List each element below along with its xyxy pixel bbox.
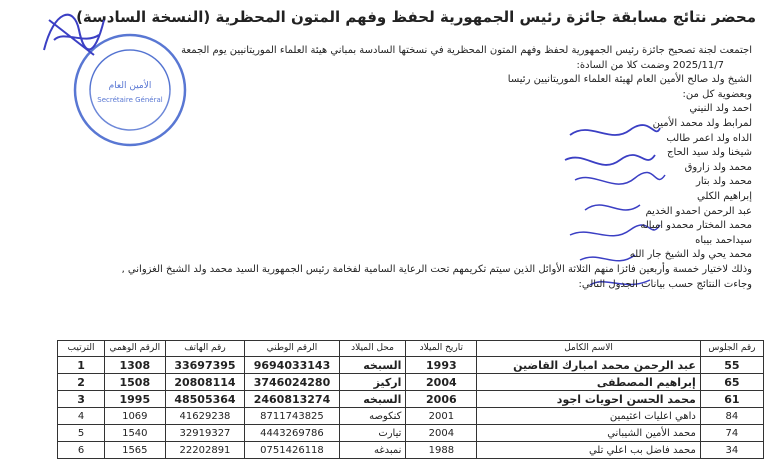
table-row	[58, 442, 764, 459]
seat-cell: 74	[700, 425, 763, 442]
name-cell: محمد الحسن احويات اجود	[477, 391, 701, 408]
rank-cell: 2	[58, 374, 105, 391]
seat-cell: 61	[700, 391, 763, 408]
birth-place-cell: كنكوصه	[339, 408, 406, 425]
header-name: الاسم الكامل	[477, 341, 701, 357]
code-cell: 1508	[105, 374, 166, 391]
header-rank: الترتيب	[58, 341, 105, 357]
name-cell: عبد الرحمن محمد امبارك القاضين	[477, 357, 701, 374]
table-row	[58, 374, 764, 391]
phone-cell: 41629238	[165, 408, 245, 425]
minutes-body	[112, 44, 752, 292]
seat-cell: 34	[700, 442, 763, 459]
rank-cell: 6	[58, 442, 105, 459]
phone-cell: 33697395	[165, 357, 245, 374]
header-phone: رقم الهاتف	[165, 341, 245, 357]
header-seat: رقم الجلوس	[700, 341, 763, 357]
name-cell: إبراهيم المصطفى	[477, 374, 701, 391]
member-name: عبد الرحمن احمدو الخديم	[645, 205, 752, 217]
table-row	[58, 425, 764, 442]
svg-text:Secrétaire Général: Secrétaire Général	[97, 96, 163, 104]
birth-place-cell: اركيز	[339, 374, 406, 391]
birth-year-cell: 2004	[406, 374, 477, 391]
member-name: محمد ولد زاروق	[684, 161, 752, 173]
birth-place-cell: نمبدغه	[339, 442, 406, 459]
member-name: الداه ولد اعمر طالب	[666, 132, 752, 144]
code-cell: 1565	[105, 442, 166, 459]
national-id-cell: 0751426118	[245, 442, 339, 459]
member-name: سيداحمد بيباه	[695, 234, 752, 246]
closing-line: وذلك لاختيار خمسة وأربعين فائزا منهم الثلاثة الأوائل الذين سيتم تكريمهم تحت الرعاية السامية لفخامة رئيس الجمهورية السيد محمد ولد الشيخ الغزواني ,	[121, 263, 752, 275]
national-id-cell: 4443269786	[245, 425, 339, 442]
birth-year-cell: 1988	[406, 442, 477, 459]
birth-year-cell: 2001	[406, 408, 477, 425]
member-name: احمد ولد النيني	[689, 103, 752, 115]
rank-cell: 3	[58, 391, 105, 408]
table-header-row	[58, 341, 764, 357]
intro-line: الشيخ ولد صالح الأمين العام لهيئة العلماء الموريتانيين رئيسا	[507, 74, 752, 86]
svg-text:الأمين العام: الأمين العام	[108, 81, 152, 91]
birth-place-cell: تيارت	[339, 425, 406, 442]
phone-cell: 20808114	[165, 374, 245, 391]
birth-year-cell: 2006	[406, 391, 477, 408]
member-name: محمد ولد بتار	[695, 176, 752, 188]
national-id-cell: 3746024280	[245, 374, 339, 391]
name-cell: محمد الأمين الشيباني	[477, 425, 701, 442]
header-code: الرقم الوهمي	[105, 341, 166, 357]
name-cell: داهي اعليات اعثيمين	[477, 408, 701, 425]
code-cell: 1995	[105, 391, 166, 408]
intro-line: اجتمعت لجنة تصحيح جائزة رئيس الجمهورية لحفظ وفهم المتون المحظرية في نسختها السادسة بمباني هيئة العلماء الموريتانيين يوم الجمعة	[181, 45, 752, 56]
seat-cell: 55	[700, 357, 763, 374]
code-cell: 1069	[105, 408, 166, 425]
closing-line: وجاءت النتائج حسب بيانات الجدول التالي:	[578, 278, 752, 290]
phone-cell: 32919327	[165, 425, 245, 442]
rank-cell: 4	[58, 408, 105, 425]
code-cell: 1308	[105, 357, 166, 374]
intro-line: 2025/11/7 وضمت كلا من السادة:	[576, 59, 724, 71]
seat-cell: 84	[700, 408, 763, 425]
rank-cell: 1	[58, 357, 105, 374]
birth-year-cell: 2004	[406, 425, 477, 442]
member-name: محمد المختار محمدو امباله	[640, 220, 752, 232]
rank-cell: 5	[58, 425, 105, 442]
header-national-id: الرقم الوطني	[245, 341, 339, 357]
name-cell: محمد فاضل بب اعلي تلي	[477, 442, 701, 459]
phone-cell: 48505364	[165, 391, 245, 408]
header-birth-place: محل الميلاد	[339, 341, 406, 357]
member-name: شيخنا ولد سيد الحاج	[666, 147, 752, 159]
results-table	[57, 340, 764, 459]
table-row	[58, 391, 764, 408]
header-birth-date: تاريخ الميلاد	[406, 341, 477, 357]
birth-year-cell: 1993	[406, 357, 477, 374]
member-name: محمد يحي ولد الشيخ جار الله	[629, 249, 752, 261]
code-cell: 1540	[105, 425, 166, 442]
document-title: محضر نتائج مسابقة جائزة رئيس الجمهورية لحفظ وفهم المتون المحظرية (النسخة السادسة)	[76, 8, 756, 26]
table-row	[58, 408, 764, 425]
national-id-cell: 2460813274	[245, 391, 339, 408]
member-name: إبراهيم الكلي	[697, 190, 752, 202]
table-row	[58, 357, 764, 374]
birth-place-cell: السبخه	[339, 357, 406, 374]
birth-place-cell: السبخه	[339, 391, 406, 408]
seat-cell: 65	[700, 374, 763, 391]
member-name: لمرابط ولد محمد الأمين	[652, 117, 752, 129]
intro-line: وبعضوية كل من:	[682, 88, 752, 100]
national-id-cell: 8711743825	[245, 408, 339, 425]
phone-cell: 22202891	[165, 442, 245, 459]
national-id-cell: 9694033143	[245, 357, 339, 374]
